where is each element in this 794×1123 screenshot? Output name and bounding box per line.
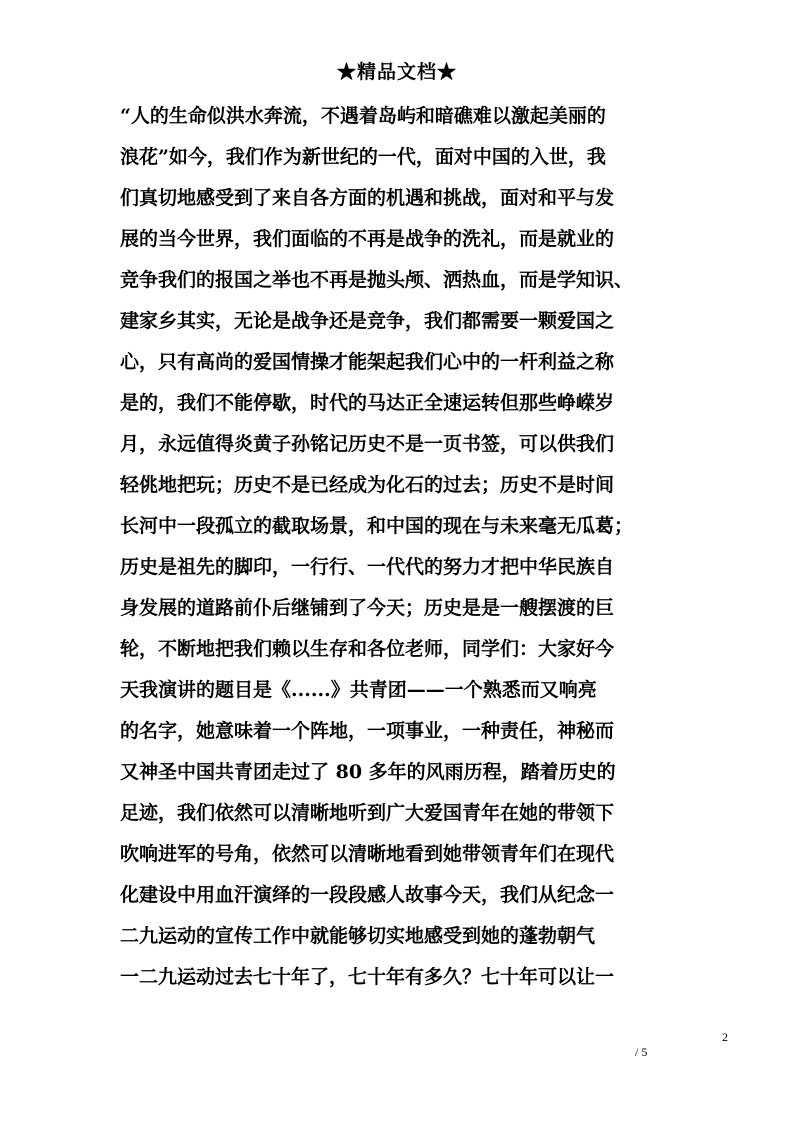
document-body [120, 96, 680, 998]
body-line: 们真切地感受到了来自各方面的机遇和挑战，面对和平与发 [120, 187, 615, 209]
body-line: 历史是祖先的脚印，一行行、一代代的努力才把中华民族自 [120, 556, 615, 578]
body-line: 化建设中用血汗演绎的一段段感人故事今天，我们从纪念一 [120, 884, 615, 906]
page-number: 2 [722, 1030, 728, 1044]
body-line: 是的，我们不能停歇，时代的马达正全速运转但那些峥嵘岁 [120, 392, 615, 414]
body-line: 竞争我们的报国之举也不再是抛头颅、洒热血，而是学知识、 [120, 269, 634, 291]
body-line: 又神圣中国共青团走过了 80 多年的风雨历程，踏着历史的 [120, 761, 616, 783]
document-header-title: ★精品文档★ [336, 61, 457, 83]
body-line: 吹响进军的号角，依然可以清晰地看到她带领青年们在现代 [120, 843, 615, 865]
body-line: 轮，不断地把我们赖以生存和各位老师，同学们：大家好今 [120, 638, 615, 660]
body-line: “人的生命似洪水奔流，不遇着岛屿和暗礁难以激起美丽的 [120, 105, 606, 127]
body-line: 心，只有高尚的爱国情操才能架起我们心中的一杆利益之称 [120, 351, 615, 373]
body-line: 长河中一段孤立的截取场景，和中国的现在与未来毫无瓜葛； [120, 515, 634, 537]
body-line: 轻佻地把玩；历史不是已经成为化石的过去；历史不是时间 [120, 474, 615, 496]
page-total: / 5 [635, 1045, 648, 1059]
body-line: 展的当今世界，我们面临的不再是战争的洗礼，而是就业的 [120, 228, 615, 250]
body-line: 月，永远值得炎黄子孙铭记历史不是一页书签，可以供我们 [120, 433, 615, 455]
body-line: 天我演讲的题目是《......》共青团——一个熟悉而又响亮 [120, 679, 597, 701]
body-line: 足迹，我们依然可以清晰地听到广大爱国青年在她的带领下 [120, 802, 615, 824]
body-line: 的名字，她意味着一个阵地，一项事业，一种责任，神秘而 [120, 720, 615, 742]
body-line: 浪花”如今，我们作为新世纪的一代，面对中国的入世，我 [120, 146, 606, 168]
body-line: 身发展的道路前仆后继铺到了今天；历史是是一艘摆渡的巨 [120, 597, 615, 619]
body-line: 一二九运动过去七十年了，七十年有多久？七十年可以让一 [120, 966, 615, 988]
body-line: 二九运动的宣传工作中就能够切实地感受到她的蓬勃朝气 [120, 925, 596, 947]
body-line: 建家乡其实，无论是战争还是竞争，我们都需要一颗爱国之 [120, 310, 615, 332]
